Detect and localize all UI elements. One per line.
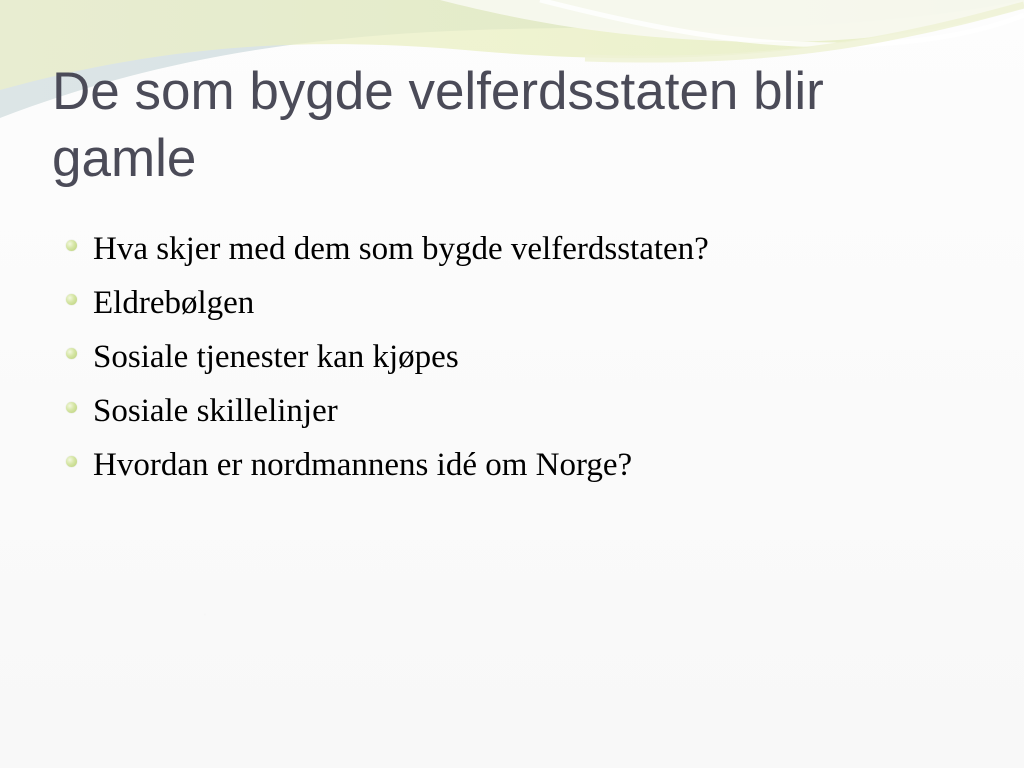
bullet-list	[66, 222, 966, 492]
bullet-icon	[66, 402, 77, 413]
bullet-text: Hvordan er nordmannens idé om Norge?	[93, 447, 633, 483]
slide-title: De som bygde velferdsstaten blir gamle	[52, 62, 824, 188]
bullet-icon	[66, 294, 77, 305]
list-item	[66, 384, 966, 438]
bullet-icon	[66, 240, 77, 251]
list-item	[66, 438, 966, 492]
bullet-icon	[66, 348, 77, 359]
bullet-text: Eldrebølgen	[93, 285, 255, 321]
bullet-text: Hva skjer med dem som bygde velferdsstaten?	[93, 231, 709, 267]
list-item	[66, 276, 966, 330]
list-item	[66, 330, 966, 384]
bullet-icon	[66, 456, 77, 467]
bullet-text: Sosiale tjenester kan kjøpes	[93, 339, 459, 375]
list-item	[66, 222, 966, 276]
bullet-text: Sosiale skillelinjer	[93, 393, 338, 429]
